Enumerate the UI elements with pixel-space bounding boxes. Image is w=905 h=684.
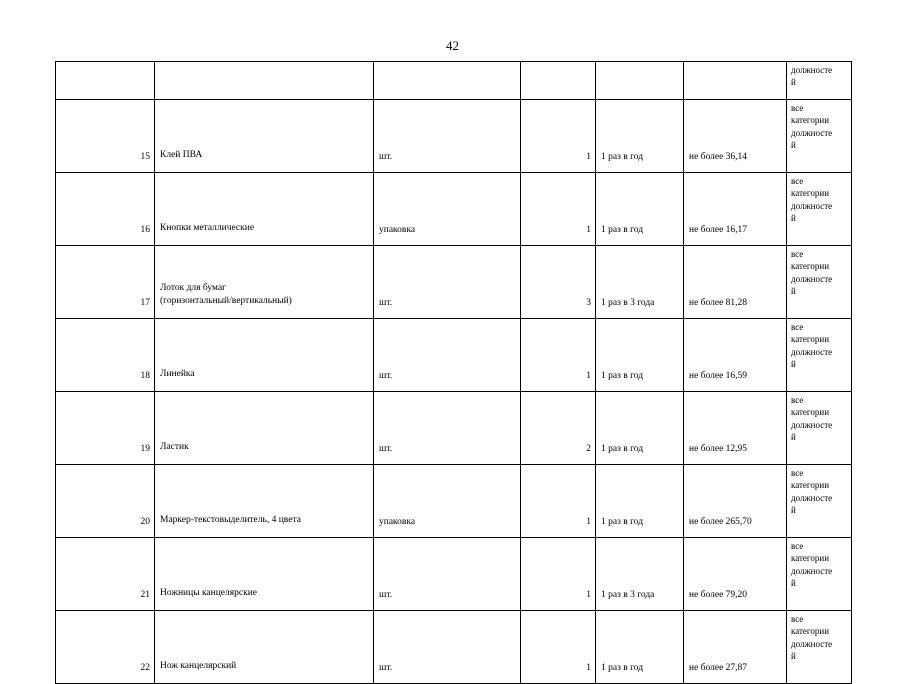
cell-period: 1 раз в 3 года (596, 538, 684, 611)
cell-unit (374, 62, 521, 100)
table-row (56, 611, 852, 684)
cell-no: 17 (56, 246, 155, 319)
cell-category: все категории должносте й (787, 173, 852, 246)
cell-qty: 1 (521, 538, 596, 611)
table-row (56, 465, 852, 538)
table-row (56, 392, 852, 465)
cell-no: 19 (56, 392, 155, 465)
cell-unit: упаковка (374, 173, 521, 246)
cell-unit: шт. (374, 611, 521, 684)
cell-period: 1 раз в 3 года (596, 246, 684, 319)
cell-name: Линейка (155, 319, 374, 392)
cell-qty: 1 (521, 319, 596, 392)
cell-unit: шт. (374, 246, 521, 319)
cell-unit: упаковка (374, 465, 521, 538)
cell-name: Нож канцелярский (155, 611, 374, 684)
cell-category: должносте й (787, 62, 852, 100)
table-row-continued (56, 62, 852, 100)
supplies-table (55, 61, 852, 684)
cell-price: не более 265,70 (684, 465, 787, 538)
cell-name: Маркер-текстовыделитель, 4 цвета (155, 465, 374, 538)
cell-period: 1 раз в год (596, 319, 684, 392)
cell-qty: 2 (521, 392, 596, 465)
cell-category: все категории должносте й (787, 246, 852, 319)
cell-no: 18 (56, 319, 155, 392)
cell-no: 22 (56, 611, 155, 684)
cell-unit: шт. (374, 100, 521, 173)
cell-no (56, 62, 155, 100)
cell-category: все категории должносте й (787, 465, 852, 538)
table-row (56, 100, 852, 173)
cell-period: 1 раз в год (596, 392, 684, 465)
cell-price: не более 16,59 (684, 319, 787, 392)
cell-name: Ножницы канцелярские (155, 538, 374, 611)
cell-unit: шт. (374, 392, 521, 465)
cell-no: 16 (56, 173, 155, 246)
table-row (56, 246, 852, 319)
cell-qty (521, 62, 596, 100)
cell-price (684, 62, 787, 100)
cell-qty: 1 (521, 611, 596, 684)
cell-no: 15 (56, 100, 155, 173)
cell-category: все категории должносте й (787, 538, 852, 611)
table-row (56, 173, 852, 246)
cell-price: не более 12,95 (684, 392, 787, 465)
cell-unit: шт. (374, 319, 521, 392)
cell-category: все категории должносте й (787, 392, 852, 465)
cell-name: Лоток для бумаг (горизонтальный/вертикальный) (155, 246, 374, 319)
cell-name (155, 62, 374, 100)
cell-price: не более 16,17 (684, 173, 787, 246)
cell-period: 1 раз в год (596, 173, 684, 246)
cell-price: не более 27,87 (684, 611, 787, 684)
cell-name: Ластик (155, 392, 374, 465)
table-row (56, 538, 852, 611)
cell-no: 21 (56, 538, 155, 611)
cell-unit: шт. (374, 538, 521, 611)
cell-price: не более 36,14 (684, 100, 787, 173)
cell-price: не более 79,20 (684, 538, 787, 611)
table-row (56, 319, 852, 392)
cell-period: 1 раз в год (596, 465, 684, 538)
cell-period (596, 62, 684, 100)
cell-category: все категории должносте й (787, 611, 852, 684)
cell-qty: 1 (521, 465, 596, 538)
cell-name: Клей ПВА (155, 100, 374, 173)
cell-no: 20 (56, 465, 155, 538)
page-number: 42 (446, 38, 459, 53)
cell-name: Кнопки металлические (155, 173, 374, 246)
cell-period: 1 раз в год (596, 611, 684, 684)
cell-period: 1 раз в год (596, 100, 684, 173)
cell-price: не более 81,28 (684, 246, 787, 319)
cell-category: все категории должносте й (787, 319, 852, 392)
cell-category: все категории должносте й (787, 100, 852, 173)
cell-qty: 1 (521, 173, 596, 246)
cell-qty: 3 (521, 246, 596, 319)
cell-qty: 1 (521, 100, 596, 173)
